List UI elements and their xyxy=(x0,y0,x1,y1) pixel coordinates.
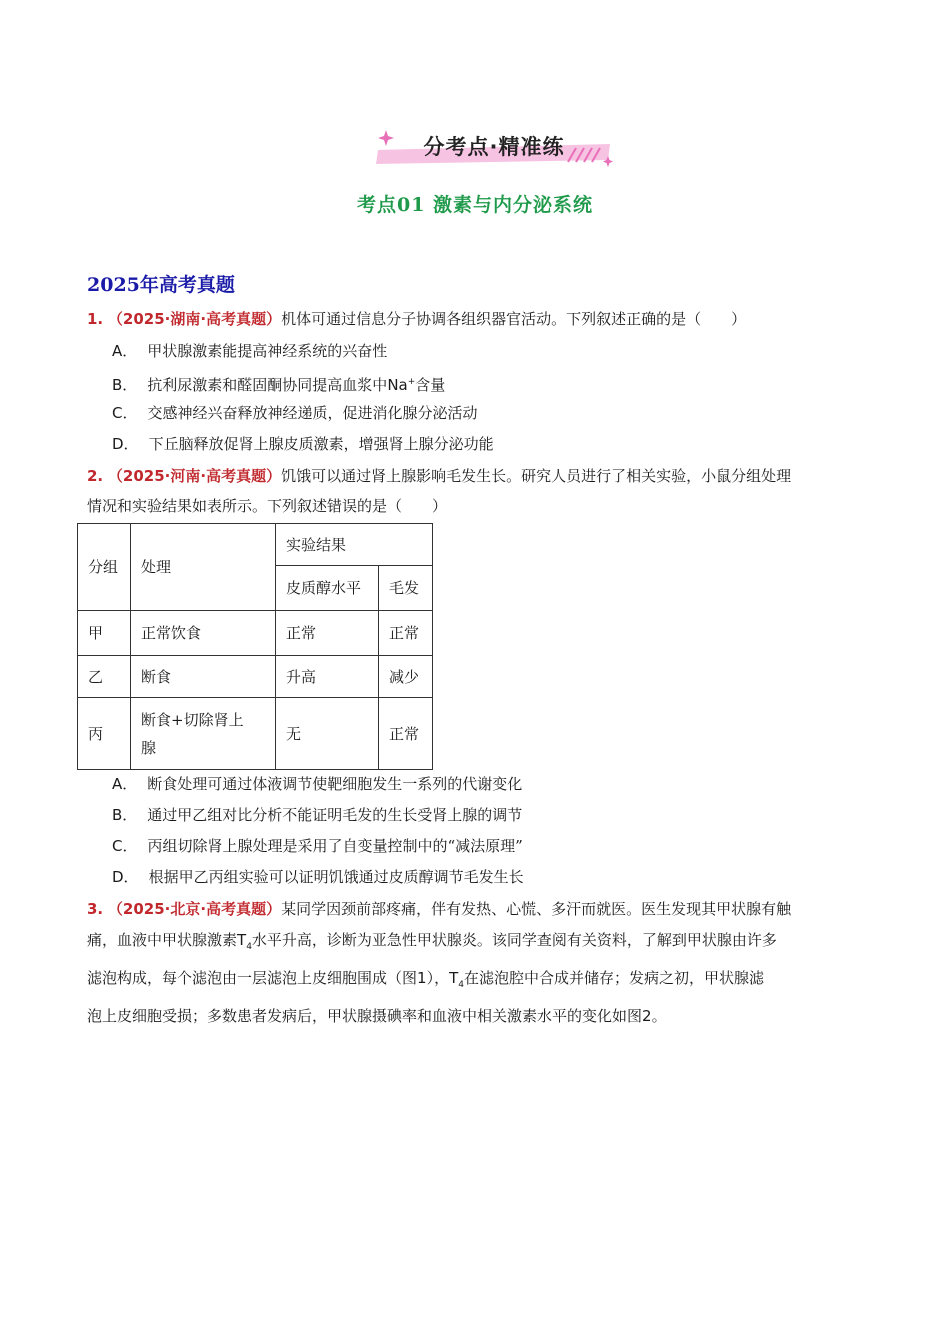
question-number: 3. xyxy=(87,900,104,918)
question-source: （2025·北京·高考真题） xyxy=(107,900,282,918)
section-banner xyxy=(372,124,616,168)
year-heading: 2025年高考真题 xyxy=(87,274,235,296)
table-header-treatment: 处理 xyxy=(131,524,276,611)
table-header-cortisol: 皮质醇水平 xyxy=(276,566,379,611)
section-title: 考点01 激素与内分泌系统 xyxy=(356,194,594,216)
table-header-hair: 毛发 xyxy=(379,566,433,611)
question-source: （2025·河南·高考真题） xyxy=(107,467,282,485)
question-2-stem: 2. （2025·河南·高考真题）饥饿可以通过肾上腺影响毛发生长。研究人员进行了相关实验，小鼠分组处理 情况和实验结果如表所示。下列叙述错误的是（ ） xyxy=(87,467,792,515)
question-3-stem: 3. （2025·北京·高考真题）某同学因颈前部疼痛，伴有发热、心慌、多汗而就医。医生发现其甲状腺有触 痛，血液中甲状腺激素$T_4$水平升高，诊断为亚急性甲状腺炎。该同学查阅有关资料，了解到甲状腺由许多 滤泡构成，每个滤泡由一层滤泡上皮细胞围成（图1），$T_4$在滤泡腔中合成并储存；发病之初，甲状腺滤 泡上皮细胞受损；多数患者发病后，甲状腺摄碘率和血液中相关激素水平的变化如图2。 xyxy=(87,900,792,1025)
question-2-option-d: D． 根据甲乙丙组实验可以证明饥饿通过皮质醇调节毛发生长 xyxy=(112,868,524,886)
question-1-option-a: A． 甲状腺激素能提高神经系统的兴奋性 xyxy=(112,342,388,360)
question-number: 1. xyxy=(87,310,104,328)
table-header-group: 分组 xyxy=(78,524,131,611)
experiment-table xyxy=(77,523,433,770)
question-1-option-b: B． 抗利尿激素和醛固酮协同提高血浆中Na+含量 xyxy=(112,376,446,394)
question-source: （2025·湖南·高考真题） xyxy=(107,310,282,328)
question-2-option-c: C． 丙组切除肾上腺处理是采用了自变量控制中的“减法原理” xyxy=(112,837,523,855)
question-text: 机体可通过信息分子协调各组织器官活动。下列叙述正确的是（ ） xyxy=(281,310,747,328)
question-number: 2. xyxy=(87,467,104,485)
table-row: 乙 断食 升高 减少 xyxy=(78,656,433,698)
question-1-stem xyxy=(87,304,867,334)
table-header-result: 实验结果 xyxy=(276,524,433,566)
question-1-option-d: D． 下丘脑释放促肾上腺皮质激素，增强肾上腺分泌功能 xyxy=(112,435,494,453)
table-row: 甲 正常饮食 正常 正常 xyxy=(78,611,433,656)
banner-title: 分考点·精准练 xyxy=(423,135,565,159)
question-1-option-c: C． 交感神经兴奋释放神经递质，促进消化腺分泌活动 xyxy=(112,404,478,422)
table-row: 丙 断食+切除肾上 腺 无 正常 xyxy=(78,698,433,770)
question-2-option-a: A． 断食处理可通过体液调节使靶细胞发生一系列的代谢变化 xyxy=(112,775,523,793)
question-2-option-b: B． 通过甲乙组对比分析不能证明毛发的生长受肾上腺的调节 xyxy=(112,806,523,824)
